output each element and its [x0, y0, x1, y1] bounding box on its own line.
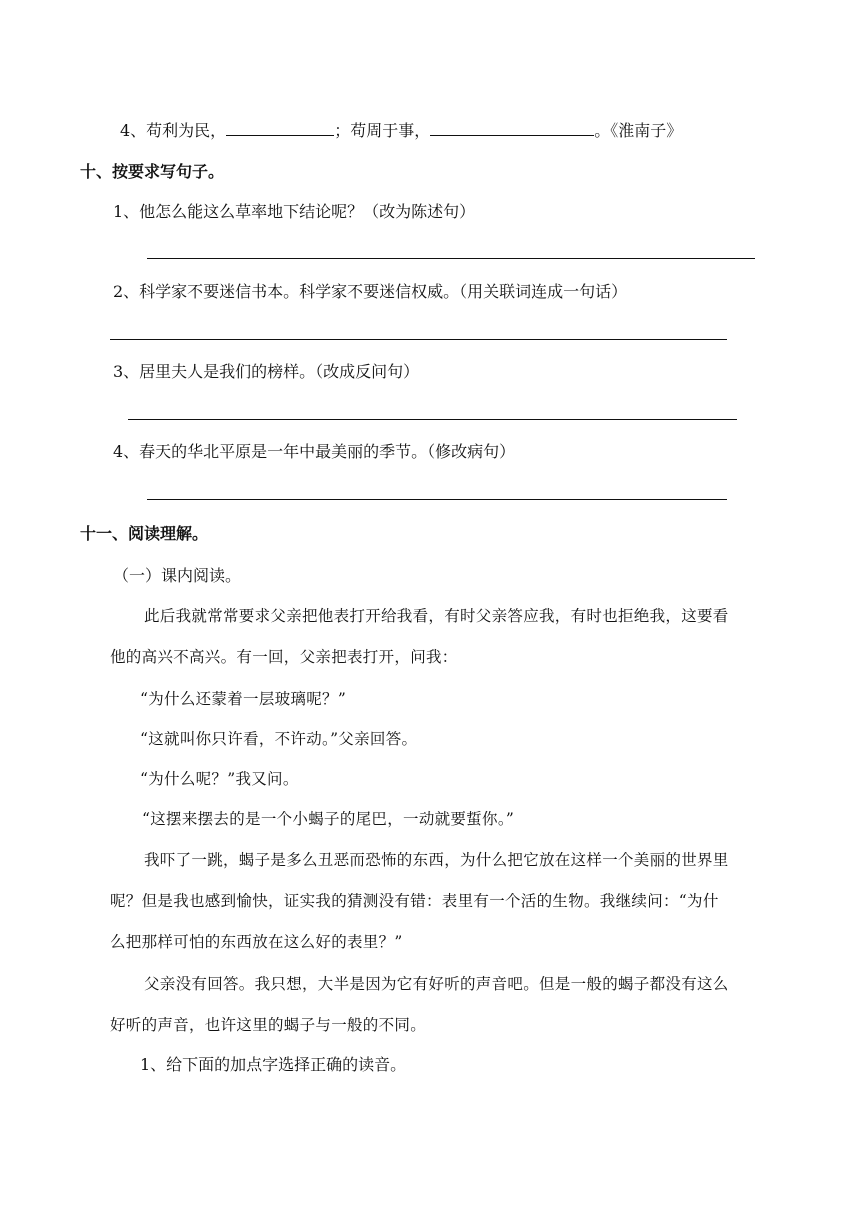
answer-line-10-2[interactable]: [110, 339, 727, 340]
answer-blank-2[interactable]: [430, 120, 594, 136]
question-10-2: 2、科学家不要迷信书本。科学家不要迷信权威。（用关联词连成一句话）: [113, 282, 628, 301]
answer-blank-1[interactable]: [226, 120, 334, 136]
dialogue-line-2: “这就叫你只许看，不许动。”父亲回答。: [140, 730, 418, 748]
question-10-4: 4、春天的华北平原是一年中最美丽的季节。（修改病句）: [113, 442, 516, 461]
question-10-3: 3、居里夫人是我们的榜样。（改成反问句）: [113, 362, 420, 381]
question-11-1: 1、给下面的加点字选择正确的读音。: [140, 1055, 407, 1074]
question-10-1: 1、他怎么能这么草率地下结论呢？（改为陈述句）: [113, 202, 476, 221]
dialogue-line-3: “为什么呢？”我又问。: [140, 770, 299, 788]
paragraph-2-line-3: 么把那样可怕的东西放在这么好的表里？”: [110, 933, 403, 951]
paragraph-2-line-1: 我吓了一跳，蝎子是多么丑恶而恐怖的东西，为什么把它放在这样一个美丽的世界里: [144, 851, 729, 869]
answer-line-10-1[interactable]: [147, 258, 755, 259]
fill-in-item-4: [120, 120, 682, 141]
item4-part-a: 4、苟利为民，: [120, 121, 227, 140]
dialogue-line-1: “为什么还蒙着一层玻璃呢？”: [140, 690, 347, 708]
paragraph-3-line-2: 好听的声音，也许这里的蝎子与一般的不同。: [110, 1016, 427, 1034]
section-10-heading: 十、按要求写句子。: [80, 162, 225, 181]
paragraph-1-line-1: 此后我就常常要求父亲把他表打开给我看，有时父亲答应我，有时也拒绝我，这要看: [144, 607, 729, 625]
dialogue-line-4: “这摆来摆去的是一个小蝎子的尾巴，一动就要蜇你。”: [142, 810, 515, 828]
subsection-heading: （一）课内阅读。: [113, 566, 242, 585]
paragraph-1-line-2: 他的高兴不高兴。有一回，父亲把表打开，问我：: [110, 648, 458, 666]
item4-part-c: 。《淮南子》: [594, 121, 683, 140]
paragraph-3-line-1: 父亲没有回答。我只想，大半是因为它有好听的声音吧。但是一般的蝎子都没有这么: [144, 975, 729, 993]
item4-part-b: ；苟周于事，: [334, 121, 431, 140]
section-11-heading: 十一、阅读理解。: [80, 524, 209, 543]
answer-line-10-3[interactable]: [128, 419, 737, 420]
answer-line-10-4[interactable]: [147, 499, 727, 500]
paragraph-2-line-2: 呢？但是我也感到愉快，证实我的猜测没有错：表里有一个活的生物。我继续问：“为什: [110, 892, 719, 910]
